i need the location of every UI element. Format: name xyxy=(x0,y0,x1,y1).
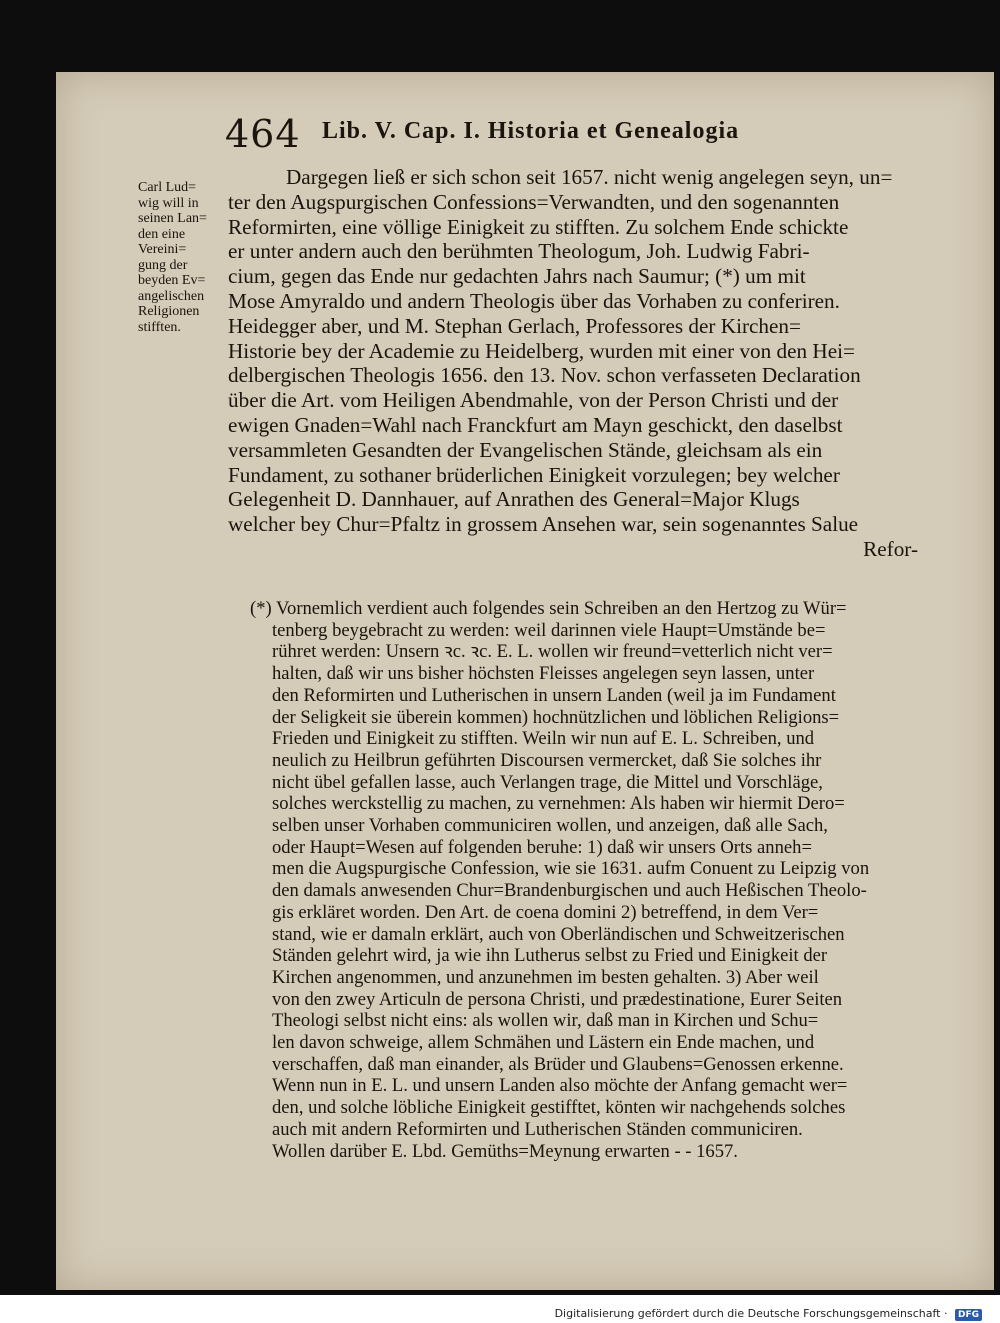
margin-note-line: Religionen xyxy=(138,304,200,319)
footnote-line: neulich zu Heilbrun geführten Discoursen vermercket, daß Sie solches ihr xyxy=(272,749,822,771)
page-number: 464 xyxy=(225,112,301,156)
footnote xyxy=(250,598,920,1162)
footnote-line: stand, wie er damaln erklärt, auch von Oberländischen und Schweitzerischen xyxy=(272,923,845,945)
footnote-line: halten, daß wir uns bisher höchsten Fleisses angelegen seyn lassen, unter xyxy=(272,663,815,685)
footnote-line: auch mit andern Reformirten und Lutherischen Ständen communiciren. xyxy=(272,1118,803,1140)
footnote-line: von den zwey Articuln de persona Christi, und prædestinatione, Eurer Seiten xyxy=(272,988,843,1010)
margin-note-line: seinen Lan= xyxy=(138,211,207,226)
footnote-line: den, und solche löbliche Einigkeit gestifftet, könten wir nachgehends solches xyxy=(272,1097,846,1119)
credit-text: Digitalisierung gefördert durch die Deutsche Forschungsgemeinschaft · xyxy=(554,1307,948,1320)
footnote-line: solches werckstellig zu machen, zu vernehmen: Als haben wir hiermit Dero= xyxy=(272,793,845,815)
main-text-line: cium, gegen das Ende nur gedachten Jahrs nach Saumur; (*) um mit xyxy=(228,264,806,289)
dfg-logo: DFG xyxy=(955,1309,982,1321)
main-text-line: welcher bey Chur=Pfaltz in grossem Ansehen war, sein sogenanntes Salue xyxy=(228,512,859,537)
footnote-line: den damals anwesenden Chur=Brandenburgischen und auch Heßischen Theolo- xyxy=(272,880,867,902)
main-text-line: Reformirten, eine völlige Einigkeit zu stifften. Zu solchem Ende schickte xyxy=(228,214,849,239)
main-text-line: ter den Augspurgischen Confessions=Verwandten, und den sogenannten xyxy=(228,189,840,214)
footnote-line: tenberg beygebracht zu werden: weil darinnen viele Haupt=Umstände be= xyxy=(272,619,826,641)
margin-note xyxy=(138,180,228,335)
digitization-credit xyxy=(555,1307,982,1321)
margin-note-line: stifften. xyxy=(138,319,181,335)
footnote-line: Ständen gelehrt wird, ja wie ihn Lutherus selbst zu Fried und Einigkeit der xyxy=(272,945,828,967)
main-text-line: Fundament, zu sothaner brüderlichen Einigkeit vorzulegen; bey welcher xyxy=(228,462,840,487)
footnote-line: Frieden und Einigkeit zu stifften. Weiln wir nun auf E. L. Schreiben, und xyxy=(272,728,815,750)
running-header: Lib. V. Cap. I. Historia et Genealogia xyxy=(322,118,740,144)
footnote-line: Wollen darüber E. Lbd. Gemüths=Meynung erwarten - - 1657. xyxy=(272,1140,738,1162)
margin-note-line: beyden Ev= xyxy=(138,273,206,288)
catchword: Refor- xyxy=(863,536,918,561)
main-text-line: Mose Amyraldo und andern Theologis über das Vorhaben zu conferiren. xyxy=(228,288,840,313)
footnote-line: den Reformirten und Lutherischen in unsern Landen (weil ja im Fundament xyxy=(272,684,836,706)
footnote-line: nicht übel gefallen lasse, auch Verlangen trage, die Mittel und Vorschläge, xyxy=(272,771,823,793)
footnote-line: gis erkläret worden. Den Art. de coena domini 2) betreffend, in dem Ver= xyxy=(272,901,819,923)
margin-note-line: angelischen xyxy=(138,288,205,304)
main-text-line: delbergischen Theologis 1656. den 13. Nov. schon verfasseten Declaration xyxy=(228,363,861,388)
footnote-line: Theologi selbst nicht eins: als wollen wir, daß man in Kirchen und Schu= xyxy=(272,1010,819,1032)
main-text-line: Gelegenheit D. Dannhauer, auf Anrathen des General=Major Klugs xyxy=(228,487,800,512)
footnote-line: (*) Vornemlich verdient auch folgendes sein Schreiben an den Hertzog zu Wür= xyxy=(250,598,847,619)
footnote-line: len davon schweige, allem Schmähen und Lästern ein Ende machen, und xyxy=(272,1032,815,1054)
footnote-line: oder Haupt=Wesen auf folgenden beruhe: 1) daß wir unsers Orts anneh= xyxy=(272,836,812,858)
main-text-line: ewigen Gnaden=Wahl nach Franckfurt am Mayn geschickt, den daselbst xyxy=(228,412,843,437)
margin-note-line: gung der xyxy=(138,257,188,273)
footnote-line: Kirchen angenommen, und anzunehmen im besten gehalten. 3) Aber weil xyxy=(272,966,819,988)
main-text-line: versammleten Gesandten der Evangelischen Stände, gleichsam als ein xyxy=(228,437,823,462)
footnote-line: men die Augspurgische Confession, wie sie 1631. aufm Conuent zu Leipzig von xyxy=(272,858,870,880)
main-text-line: er unter andern auch den berühmten Theologum, Joh. Ludwig Fabri- xyxy=(228,239,810,264)
main-text-line: Historie bey der Academie zu Heidelberg, wurden mit einer von den Hei= xyxy=(228,338,855,363)
footnote-line: der Seligkeit sie überein kommen) hochnützlichen und löblichen Religions= xyxy=(272,706,840,728)
margin-note-line: wig will in xyxy=(138,195,199,211)
main-text-line: über die Art. vom Heiligen Abendmahle, von der Person Christi und der xyxy=(228,388,839,413)
footnote-line: rühret werden: Unsern ꝛc. ꝛc. E. L. wollen wir freund=vetterlich nicht ver= xyxy=(272,641,833,663)
footnote-line: selben unser Vorhaben communiciren wollen, und anzeigen, daß alle Sach, xyxy=(272,815,828,837)
main-text-line: Dargegen ließ er sich schon seit 1657. nicht wenig angelegen seyn, un= xyxy=(286,165,893,189)
main-text-line: Heidegger aber, und M. Stephan Gerlach, Professores der Kirchen= xyxy=(228,313,801,338)
main-paragraph xyxy=(228,165,918,562)
margin-note-line: Vereini= xyxy=(138,242,187,257)
margin-note-line: Carl Lud= xyxy=(138,180,197,195)
footnote-line: verschaffen, daß man einander, als Brüder und Glaubens=Genossen erkenne. xyxy=(272,1053,844,1075)
margin-note-line: den eine xyxy=(138,226,186,242)
footnote-line: Wenn nun in E. L. und unsern Landen also möchte der Anfang gemacht wer= xyxy=(272,1075,848,1097)
